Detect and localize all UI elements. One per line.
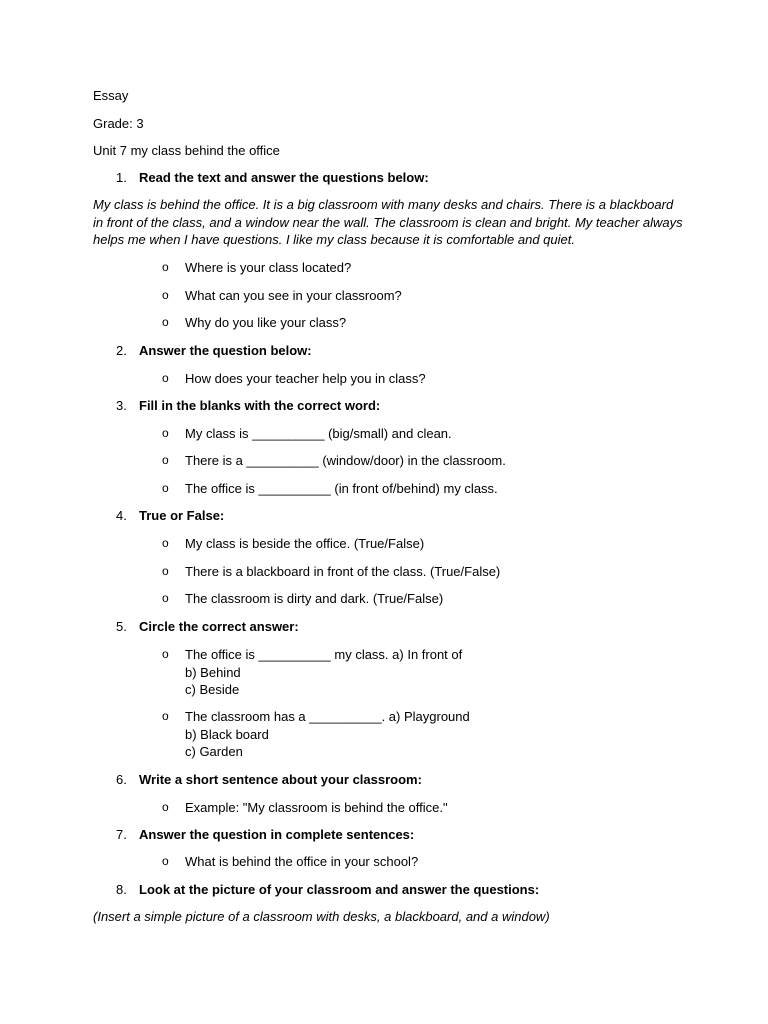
option-line: b) Black board	[185, 726, 269, 742]
section-heading: Circle the correct answer:	[139, 619, 299, 634]
question-line: The office is __________ my class. a) In front of	[185, 647, 463, 662]
grade-label: Grade: 3	[93, 116, 144, 131]
essay-label: Essay	[93, 88, 129, 103]
list-item: What can you see in your classroom?	[185, 288, 402, 303]
list-item: The classroom is dirty and dark. (True/False)	[185, 591, 444, 606]
section-heading: Fill in the blanks with the correct word:	[139, 398, 381, 413]
list-item: My class is __________ (big/small) and clean.	[185, 426, 452, 441]
section-heading: Write a short sentence about your classroom:	[139, 772, 422, 787]
bullet-icon: o	[162, 453, 169, 467]
section-number: 8.	[116, 882, 127, 897]
list-item: The office is __________ (in front of/behind) my class.	[185, 481, 498, 496]
picture-instruction: (Insert a simple picture of a classroom with desks, a blackboard, and a window)	[93, 909, 550, 924]
bullet-icon: o	[162, 800, 169, 814]
bullet-icon: o	[162, 709, 169, 723]
section-number: 4.	[116, 508, 127, 523]
list-item	[185, 708, 470, 761]
list-item: Example: "My classroom is behind the office."	[185, 800, 448, 815]
option-line: c) Garden	[185, 744, 243, 759]
section-number: 2.	[116, 343, 127, 358]
bullet-icon: o	[162, 481, 169, 495]
reading-passage: My class is behind the office. It is a big classroom with many desks and chairs. There is a blackboard in front of the class, and a window near the wall. The classroom is clean and bright. My teacher always helps me when I have questions. I like my class because it is comfortable and quiet.	[93, 197, 683, 247]
option-line: c) Beside	[185, 682, 240, 697]
list-item: There is a blackboard in front of the class. (True/False)	[185, 564, 501, 579]
bullet-icon: o	[162, 288, 169, 302]
section-heading: Look at the picture of your classroom and answer the questions:	[139, 882, 540, 897]
section-number: 1.	[116, 170, 127, 185]
list-item: How does your teacher help you in class?	[185, 371, 426, 386]
bullet-icon: o	[162, 426, 169, 440]
option-line: b) Behind	[185, 664, 241, 680]
bullet-icon: o	[162, 854, 169, 868]
question-line: The classroom has a __________. a) Playground	[185, 709, 470, 724]
bullet-icon: o	[162, 591, 169, 605]
section-number: 7.	[116, 827, 127, 842]
section-number: 3.	[116, 398, 127, 413]
unit-title: Unit 7 my class behind the office	[93, 143, 280, 158]
section-number: 5.	[116, 619, 127, 634]
bullet-icon: o	[162, 647, 169, 661]
bullet-icon: o	[162, 371, 169, 385]
bullet-icon: o	[162, 564, 169, 578]
section-heading: Answer the question in complete sentences:	[139, 827, 415, 842]
list-item: Why do you like your class?	[185, 315, 347, 330]
list-item: What is behind the office in your school?	[185, 854, 419, 869]
bullet-icon: o	[162, 536, 169, 550]
list-item: There is a __________ (window/door) in the classroom.	[185, 453, 506, 468]
list-item	[185, 646, 462, 699]
bullet-icon: o	[162, 315, 169, 329]
section-number: 6.	[116, 772, 127, 787]
section-heading: True or False:	[139, 508, 225, 523]
section-heading: Answer the question below:	[139, 343, 312, 358]
list-item: My class is beside the office. (True/False)	[185, 536, 425, 551]
list-item: Where is your class located?	[185, 260, 352, 275]
section-heading: Read the text and answer the questions below:	[139, 170, 429, 185]
bullet-icon: o	[162, 260, 169, 274]
